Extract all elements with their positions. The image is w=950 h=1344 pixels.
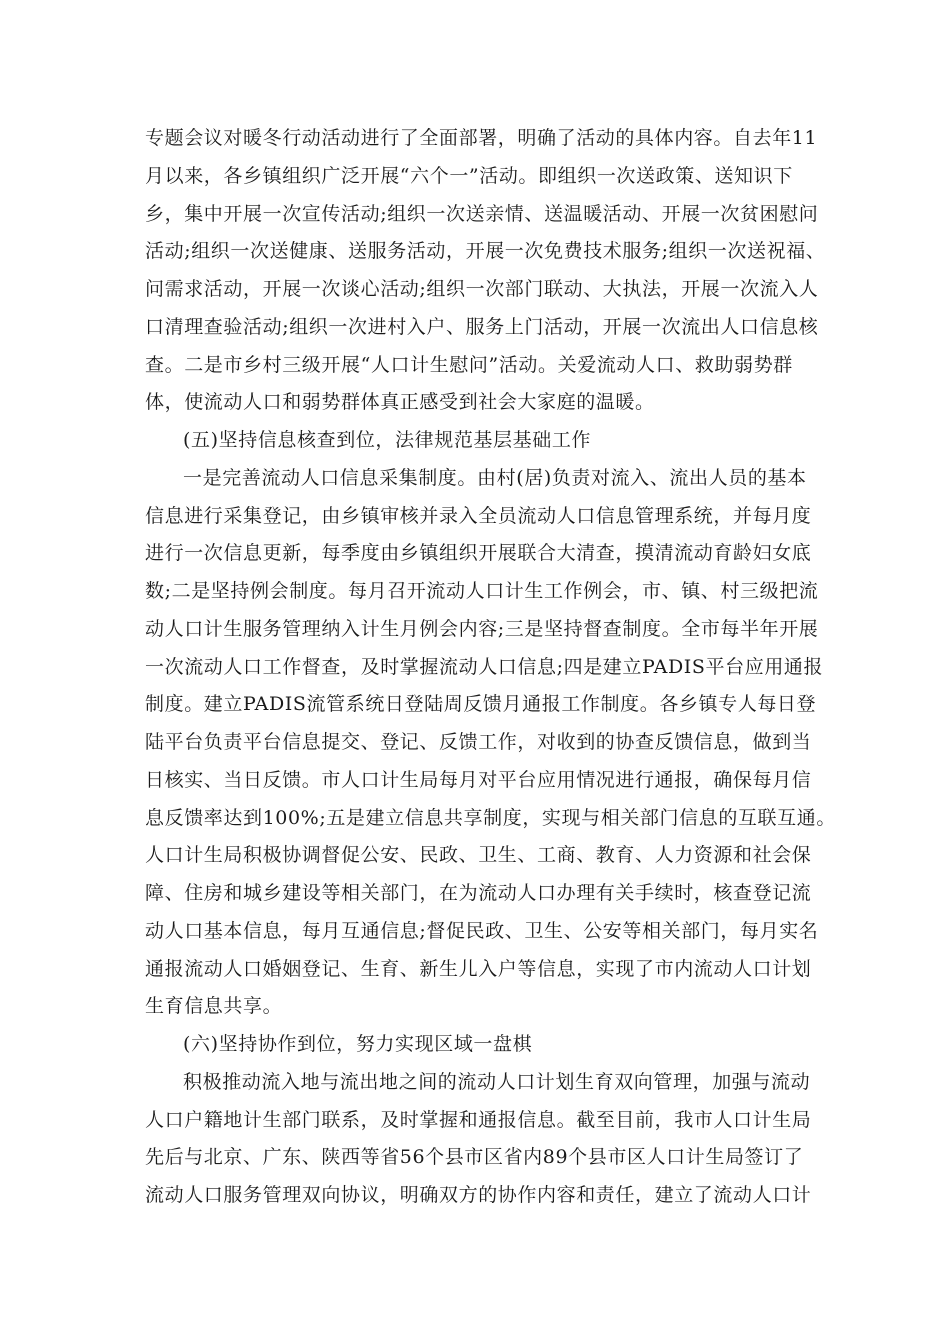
text-line: 活动;组织一次送健康、送服务活动，开展一次免费技术服务;组织一次送祝福、 xyxy=(145,240,826,263)
text-line: 息反馈率达到100%;五是建立信息共享制度，实现与相关部门信息的互联互通。 xyxy=(145,806,836,829)
text-line: 动人口计生服务管理纳入计生月例会内容;三是坚持督查制度。全市每半年开展 xyxy=(145,617,819,640)
paragraph-first-line: 一是完善流动人口信息采集制度。由村(居)负责对流入、流出人员的基本 xyxy=(183,466,807,489)
text-line: 障、住房和城乡建设等相关部门，在为流动人口办理有关手续时，核查登记流 xyxy=(145,882,812,904)
text-line: 动人口基本信息，每月互通信息;督促民政、卫生、公安等相关部门，每月实名 xyxy=(145,919,819,942)
text-line: 数;二是坚持例会制度。每月召开流动人口计生工作例会，市、镇、村三级把流 xyxy=(145,580,819,602)
text-line: 进行一次信息更新，每季度由乡镇组织开展联合大清查，摸清流动育龄妇女底 xyxy=(145,542,812,565)
text-line: 先后与北京、广东、陕西等省56个县市区省内89个县市区人口计生局签订了 xyxy=(145,1146,804,1169)
paragraph-first-line: 积极推动流入地与流出地之间的流动人口计划生育双向管理，加强与流动 xyxy=(183,1070,811,1093)
text-line: 生育信息共享。 xyxy=(145,995,283,1018)
text-line: 人口户籍地计生部门联系，及时掌握和通报信息。截至目前，我市人口计生局 xyxy=(145,1108,812,1131)
text-line: 一次流动人口工作督查，及时掌握流动人口信息;四是建立PADIS平台应用通报 xyxy=(145,655,824,678)
text-line: 日核实、当日反馈。市人口计生局每月对平台应用情况进行通报，确保每月信 xyxy=(145,768,812,791)
section-heading: (五)坚持信息核查到位，法律规范基层基础工作 xyxy=(183,429,592,451)
text-line: 陆平台负责平台信息提交、登记、反馈工作，对收到的协查反馈信息，做到当 xyxy=(145,731,812,753)
text-line: 乡，集中开展一次宣传活动;组织一次送亲情、送温暖活动、开展一次贫困慰问 xyxy=(145,202,819,225)
text-line: 口清理查验活动;组织一次进村入户、服务上门活动，开展一次流出人口信息核 xyxy=(145,315,819,338)
text-line: 通报流动人口婚姻登记、生育、新生儿入户等信息，实现了市内流动人口计划 xyxy=(145,957,812,980)
section-heading: (六)坚持协作到位，努力实现区域一盘棋 xyxy=(183,1033,533,1055)
text-line: 月以来，各乡镇组织广泛开展“六个一”活动。即组织一次送政策、送知识下 xyxy=(145,164,793,187)
text-line: 查。二是市乡村三级开展“人口计生慰问”活动。关爱流动人口、救助弱势群 xyxy=(145,353,793,376)
text-line: 体，使流动人口和弱势群体真正感受到社会大家庭的温暖。 xyxy=(145,391,655,414)
text-line: 流动人口服务管理双向协议，明确双方的协作内容和责任，建立了流动人口计 xyxy=(145,1184,812,1206)
text-line: 问需求活动，开展一次谈心活动;组织一次部门联动、大执法，开展一次流入人 xyxy=(145,278,819,300)
document-body xyxy=(145,120,836,1215)
text-line: 信息进行采集登记，由乡镇审核并录入全员流动人口信息管理系统，并每月度 xyxy=(145,504,812,527)
text-line: 专题会议对暖冬行动活动进行了全面部署，明确了活动的具体内容。自去年11 xyxy=(145,127,818,149)
text-line: 制度。建立PADIS流管系统日登陆周反馈月通报工作制度。各乡镇专人每日登 xyxy=(145,693,817,716)
text-line: 人口计生局积极协调督促公安、民政、卫生、工商、教育、人力资源和社会保 xyxy=(145,844,812,867)
